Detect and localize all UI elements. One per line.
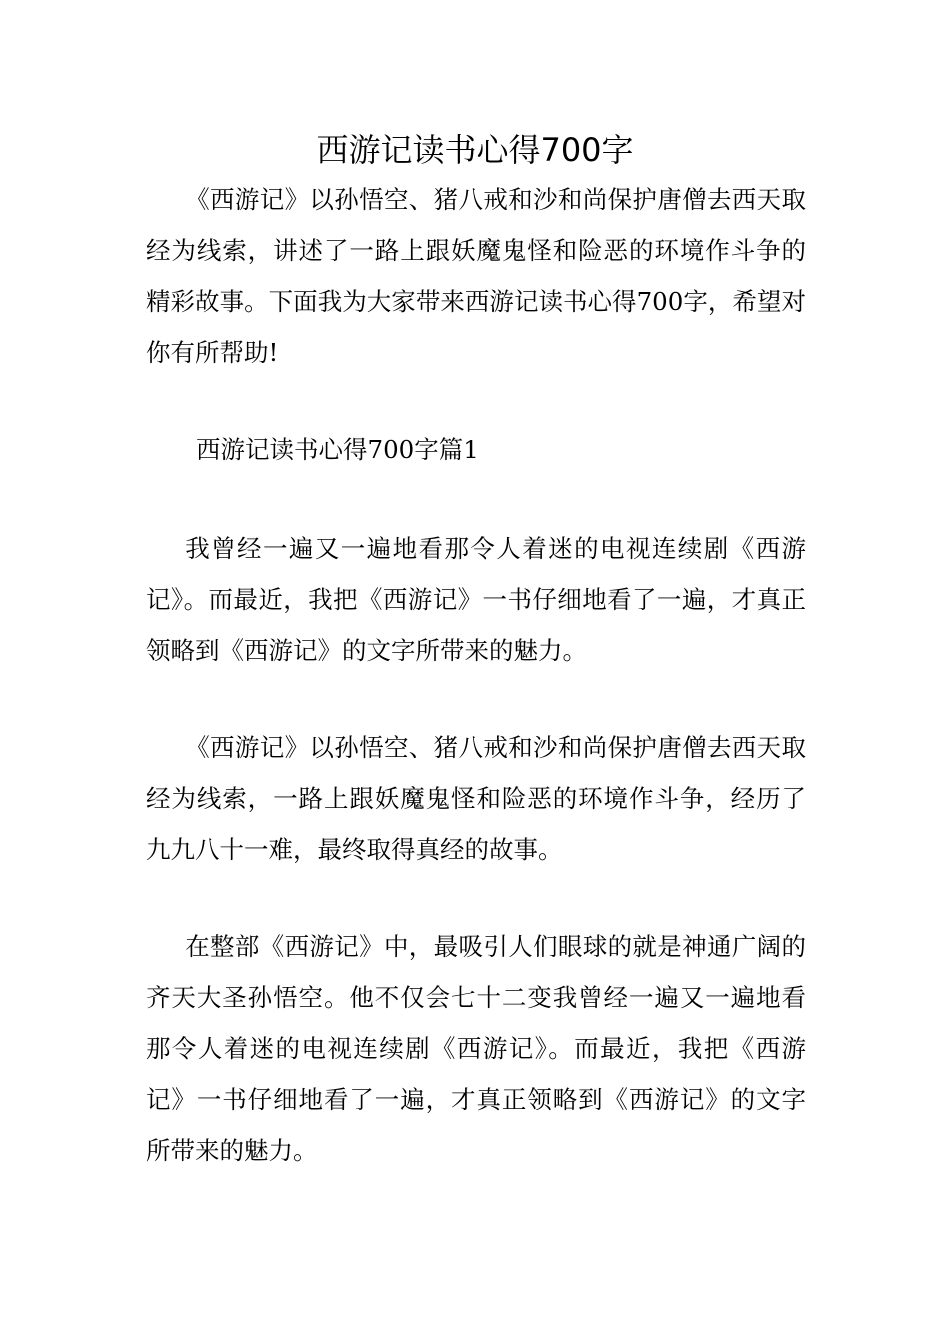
intro-paragraph: 《西游记》以孙悟空、猪八戒和沙和尚保护唐僧去西天取经为线索，讲述了一路上跟妖魔鬼怪和险恶的环境作斗争的精彩故事。下面我为大家带来西游记读书心得700字，希望对你有所帮助! [146,185,806,367]
section-heading: 西游记读书心得700字篇1 [196,435,479,464]
page-title: 西游记读书心得700字 [316,131,634,169]
body-paragraph-1: 我曾经一遍又一遍地看那令人着迷的电视连续剧《西游记》。而最近，我把《西游记》一书仔细地看了一遍，才真正领略到《西游记》的文字所带来的魅力。 [146,534,806,665]
body-paragraph-3: 在整部《西游记》中，最吸引人们眼球的就是神通广阔的齐天大圣孙悟空。他不仅会七十二变我曾经一遍又一遍地看那令人着迷的电视连续剧《西游记》。而最近，我把《西游记》一书仔细地看了一遍，才真正领略到《西游记》的文字所带来的魅力。 [146,932,806,1165]
body-paragraph-2: 《西游记》以孙悟空、猪八戒和沙和尚保护唐僧去西天取经为线索，一路上跟妖魔鬼怪和险恶的环境作斗争，经历了九九八十一难，最终取得真经的故事。 [146,733,806,864]
